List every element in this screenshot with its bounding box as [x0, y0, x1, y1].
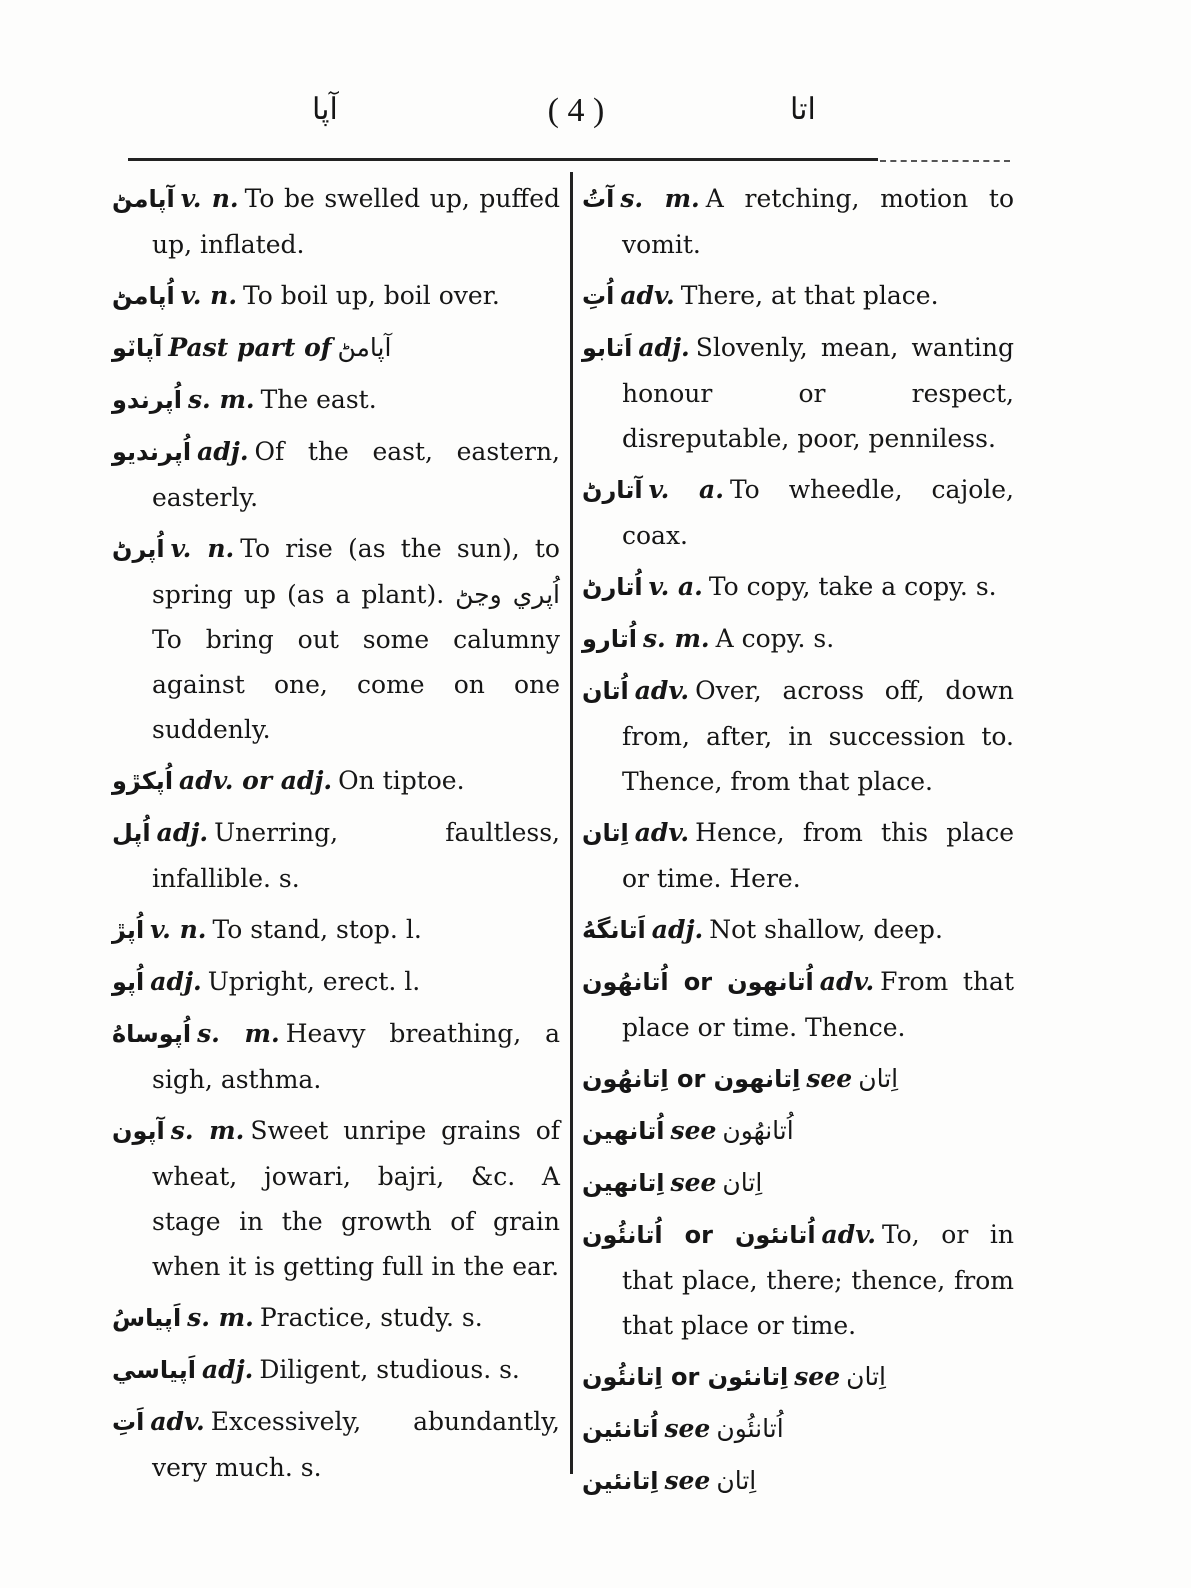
dictionary-entry — [582, 273, 1014, 319]
entry-grammar: adv. — [150, 1407, 205, 1436]
entry-headword: اُتانئون or اُتانئُون — [582, 1221, 816, 1249]
dictionary-entry — [582, 1406, 1014, 1452]
entry-definition: From that place or time. Thence. — [622, 967, 1014, 1042]
entry-grammar: s. m. — [620, 184, 700, 213]
entry-grammar: v. n. — [170, 534, 235, 563]
dictionary-entry — [582, 616, 1014, 662]
entry-grammar: s. m. — [187, 1303, 254, 1332]
header-rule — [128, 158, 878, 161]
entry-definition: Upright, erect. l. — [207, 967, 421, 996]
entry-grammar: s. m. — [197, 1019, 280, 1048]
entry-headword: اِتان — [582, 819, 629, 847]
entry-grammar: Past part of — [168, 333, 332, 362]
dictionary-entry — [112, 526, 560, 752]
right-column — [582, 176, 1014, 1510]
entry-headword: اُپل — [112, 819, 151, 847]
entry-grammar: see — [670, 1168, 717, 1197]
entry-headword: اَتابو — [582, 334, 633, 362]
entry-grammar: adv. — [819, 967, 875, 996]
entry-grammar: adv. or adj. — [179, 766, 333, 795]
entry-definition: اِتان — [846, 1362, 887, 1391]
entry-headword: اُپکڙو — [112, 767, 174, 795]
dictionary-entry — [582, 1108, 1014, 1154]
entry-grammar: adj. — [150, 967, 202, 996]
entry-definition: To copy, take a copy. s. — [708, 572, 997, 601]
entry-headword: اُتانهون or اُتانهُون — [582, 968, 814, 996]
entry-headword: اُپڙ — [112, 916, 145, 944]
entry-headword: آتُ — [582, 185, 615, 213]
dictionary-entry — [112, 176, 560, 267]
dictionary-entry — [582, 1354, 1014, 1400]
dictionary-entry — [582, 467, 1014, 558]
entry-headword: اُپوساهُ — [112, 1020, 192, 1048]
entry-definition: Sweet unripe grains of wheat, jowari, bajri, &c. A stage in the growth of grain when it is getting full in the ear. — [152, 1116, 560, 1281]
page-number: ( 4 ) — [547, 92, 605, 129]
entry-grammar: v. a. — [648, 572, 703, 601]
entry-definition: Not shallow, deep. — [709, 915, 943, 944]
dictionary-entry — [112, 1295, 560, 1341]
entry-grammar: adj. — [197, 437, 249, 466]
entry-definition: اُتانهُون — [722, 1116, 794, 1145]
entry-headword: اِتانئين — [582, 1467, 659, 1495]
entry-grammar: see — [806, 1064, 853, 1093]
dictionary-entry — [582, 810, 1014, 901]
entry-grammar: adj. — [638, 333, 690, 362]
entry-headword: اُپرندو — [112, 386, 182, 414]
entry-definition: Heavy breathing, a sigh, asthma. — [152, 1019, 560, 1094]
entry-headword: اُتانهين — [582, 1117, 665, 1145]
dictionary-entry — [112, 907, 560, 953]
entry-grammar: s. m. — [170, 1116, 245, 1145]
entry-headword: اُتان — [582, 677, 629, 705]
entry-definition: A copy. s. — [715, 624, 835, 653]
entry-definition: To boil up, boil over. — [243, 281, 500, 310]
column-divider — [570, 172, 573, 1474]
entry-grammar: see — [670, 1116, 717, 1145]
entry-headword: اِتانهين — [582, 1169, 665, 1197]
dictionary-entry — [112, 273, 560, 319]
entry-grammar: see — [664, 1414, 711, 1443]
entry-headword: اُپرنديو — [112, 438, 192, 466]
entry-headword: اُپامڻ — [112, 282, 175, 310]
dictionary-entry — [582, 1458, 1014, 1504]
entry-headword: اُتارو — [582, 625, 637, 653]
dictionary-entry — [582, 668, 1014, 804]
entry-definition: To, or in that place, there; thence, from that place or time. — [622, 1220, 1014, 1340]
header-rule-tail — [880, 160, 1010, 162]
entry-headword: اُتِ — [582, 282, 615, 310]
dictionary-entry — [112, 758, 560, 804]
entry-headword: اُپرڻ — [112, 535, 165, 563]
entry-headword: اَتِ — [112, 1408, 145, 1436]
entry-headword: آپون — [112, 1117, 165, 1145]
entry-definition: To be swelled up, puffed up, inflated. — [152, 184, 560, 259]
entry-definition: اُتانئُون — [716, 1414, 784, 1443]
entry-definition: اِتان — [716, 1466, 757, 1495]
entry-definition: Diligent, studious. s. — [259, 1355, 520, 1384]
entry-headword: آپامڻ — [112, 185, 175, 213]
dictionary-entry — [112, 429, 560, 520]
entry-headword: آتارڻ — [582, 476, 643, 504]
entry-headword: اُتانئين — [582, 1415, 659, 1443]
dictionary-entry — [582, 959, 1014, 1050]
dictionary-entry — [112, 959, 560, 1005]
entry-definition: Excessively, abundantly, very much. s. — [152, 1407, 560, 1482]
dictionary-entry — [112, 1347, 560, 1393]
dictionary-entry — [582, 176, 1014, 267]
entry-definition: There, at that place. — [680, 281, 939, 310]
entry-grammar: v. n. — [180, 281, 238, 310]
entry-headword: اَتانگهُ — [582, 916, 646, 944]
entry-definition: Hence, from this place or time. Here. — [622, 818, 1014, 893]
entry-headword: آپاٽو — [112, 334, 163, 362]
entry-grammar: s. m. — [642, 624, 710, 653]
entry-grammar: s. m. — [187, 385, 255, 414]
entry-grammar: v. n. — [180, 184, 239, 213]
dictionary-entry — [112, 1011, 560, 1102]
dictionary-entry — [582, 1056, 1014, 1102]
entry-headword: اُپو — [112, 968, 145, 996]
entry-grammar: adv. — [634, 676, 690, 705]
entry-grammar: adv. — [821, 1220, 876, 1249]
entry-headword: اَپياسُ — [112, 1304, 182, 1332]
entry-definition: Over, across off, down from, after, in succession to. Thence, from that place. — [622, 676, 1014, 796]
left-guide-word: آپا — [312, 92, 338, 127]
dictionary-entry — [112, 325, 560, 371]
dictionary-entry — [112, 1399, 560, 1490]
entry-definition: To wheedle, cajole, coax. — [622, 475, 1014, 550]
entry-grammar: see — [794, 1362, 841, 1391]
entry-headword: اِتانهون or اِتانهُون — [582, 1065, 801, 1093]
entry-headword: اِتانئون or اِتانئُون — [582, 1363, 789, 1391]
dictionary-entry — [582, 1160, 1014, 1206]
entry-headword: اُتارڻ — [582, 573, 643, 601]
entry-definition: Of the east, eastern, easterly. — [152, 437, 560, 512]
entry-grammar: adj. — [201, 1355, 254, 1384]
entry-grammar: adj. — [651, 915, 704, 944]
entry-grammar: see — [664, 1466, 711, 1495]
left-column — [112, 176, 560, 1496]
entry-grammar: adv. — [620, 281, 675, 310]
entry-definition: The east. — [260, 385, 377, 414]
entry-definition: Slovenly, mean, wanting honour or respect, disreputable, poor, penniless. — [622, 333, 1014, 453]
entry-grammar: v. a. — [648, 475, 724, 504]
entry-definition: Unerring, faultless, infallible. s. — [152, 818, 560, 893]
entry-definition: آپامڻ — [337, 333, 392, 362]
dictionary-entry — [582, 1212, 1014, 1348]
entry-definition: A retching, motion to vomit. — [622, 184, 1014, 259]
entry-grammar: adv. — [634, 818, 690, 847]
entry-definition: اِتان — [858, 1064, 899, 1093]
entry-grammar: adj. — [156, 818, 209, 847]
dictionary-entry — [582, 564, 1014, 610]
right-guide-word: اتا — [790, 92, 816, 127]
dictionary-entry — [582, 907, 1014, 953]
entry-headword: اَپياسي — [112, 1356, 196, 1384]
entry-definition: To rise (as the sun), to spring up (as a plant). اُپري وڃڻ To bring out some calumny against one, come on one suddenly. — [152, 534, 560, 744]
dictionary-entry — [112, 377, 560, 423]
dictionary-entry — [112, 810, 560, 901]
entry-definition: اِتان — [722, 1168, 763, 1197]
dictionary-entry — [582, 325, 1014, 461]
entry-definition: Practice, study. s. — [259, 1303, 483, 1332]
entry-grammar: v. n. — [150, 915, 207, 944]
entry-definition: To stand, stop. l. — [212, 915, 422, 944]
dictionary-entry — [112, 1108, 560, 1289]
entry-definition: On tiptoe. — [338, 766, 465, 795]
